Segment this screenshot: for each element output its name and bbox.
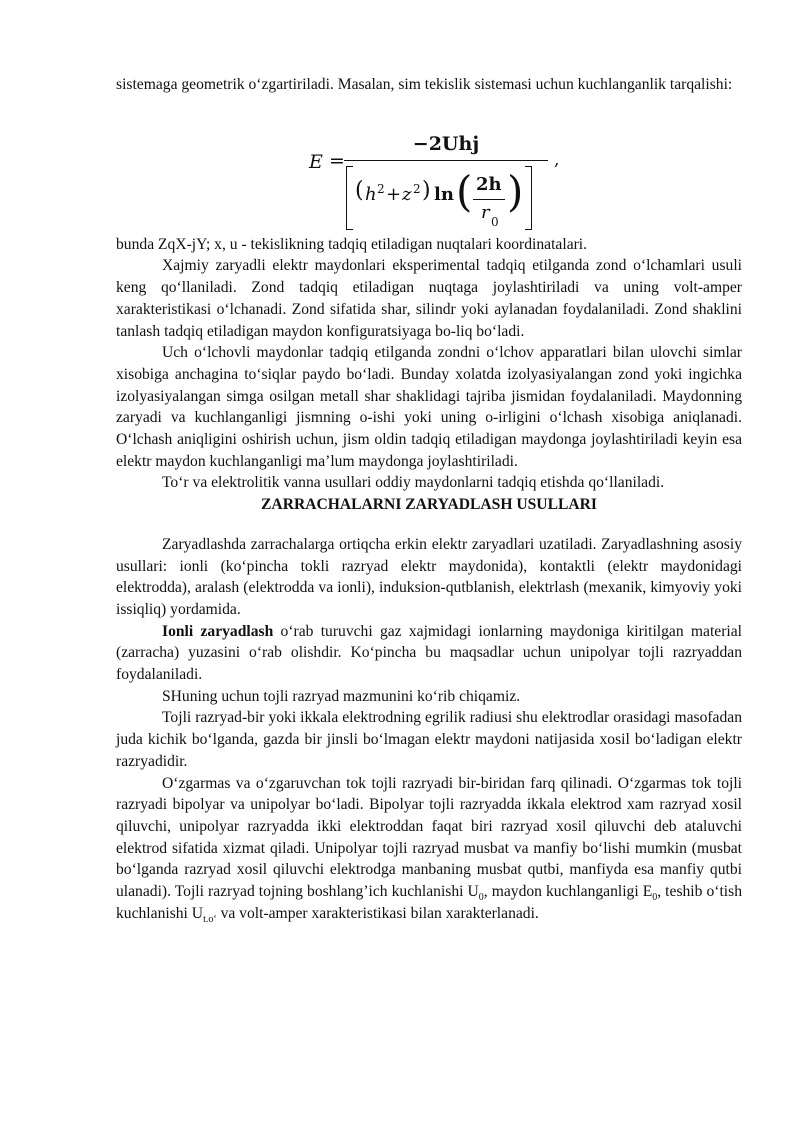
paragraph-7-text: o‘rab turuvchi gaz xajmidagi ionlarning maydoniga kiritilgan material (zarracha) yuzasini o‘rab olishdir. Ko‘pincha bu maqsadlar uchun unipolyar tojli razryaddan foydalaniladi.	[116, 622, 742, 684]
paragraph-5: To‘r va elektrolitik vanna usullari oddiy maydonlarni tadqiq etishda qo‘llaniladi.	[162, 474, 665, 492]
fraction-bar	[344, 160, 548, 161]
e0-subscript: 0	[652, 892, 658, 904]
formula-denominator	[344, 166, 548, 236]
section-heading: ZARRACHALARNI ZARYADLASH USULLARI	[261, 496, 597, 514]
formula-numerator: −2Uhj	[412, 132, 480, 155]
plus-sign: +	[386, 183, 402, 205]
ln-operator: ln	[434, 183, 454, 205]
var-h: h	[365, 183, 377, 205]
left-bracket	[346, 166, 353, 230]
paragraph-7	[116, 621, 742, 686]
left-paren: (	[355, 177, 364, 203]
paragraph-10-part-b: , maydon kuchlanganligi E	[483, 883, 653, 901]
right-bracket	[525, 166, 532, 230]
document-body	[116, 74, 742, 925]
uto-subscript: t.o‘	[203, 913, 217, 925]
paragraph-10-part-c: , teshib o‘tish kuchlanishi U	[116, 883, 742, 922]
h-exponent: 2	[377, 181, 385, 196]
paragraph-10-part-a: O‘zgarmas va o‘zgaruvchan tok tojli razryadi bir-biridan farq qilinadi. O‘zgarmas tok tojli razryadi bipolyar va unipolyar bo‘ladi. Bipolyar tojli razryadda ikkala elektrod xam razryad xosil qiluvchi, unipolyar razryadda ikki elektroddan faqat biri razryad xosil qiluvchi deb ataluvchi elektrod sifatida xizmat qiladi. Unipolyar tojli razryad musbat va manfiy bo‘lishi mumkin (musbat bo‘lganda razryad xosil qiluvchi elektrodga manbaning musbat qutbi, manfiyda esa manfiy qutbi ulanadi). Tojli razryad tojning boshlang’ich kuchlanishi U	[116, 774, 742, 901]
right-paren: )	[422, 177, 431, 203]
inner-fraction-bar	[473, 199, 505, 200]
paragraph-9: Tojli razryad-bir yoki ikkala elektrodning egrilik radiusi shu elektrodlar orasidagi masofadan juda kichik bo‘lganda, gazda bir jinsli bo‘lmagan elektr maydoni natijasida xosil bo‘ladigan elektr razryadidir.	[116, 709, 742, 770]
ln-right-paren: )	[507, 166, 524, 216]
field-strength-formula	[116, 96, 742, 234]
paragraph-2: bunda ZqX-jY; x, u - tekislikning tadqiq etiladigan nuqtalari koordinatalari.	[116, 235, 588, 253]
paragraph-6: Zaryadlashda zarrachalarga ortiqcha erkin elektr zaryadlari uzatiladi. Zaryadlashning asosiy usullari: ionli (ko‘pincha tokli razryad elektr maydonida), kontaktli (elektr maydonidagi elektrodda), aralash (elektrodda va ionli), induksion-qutblanish, elektrlash (mexanik, kimyoviy yoki issiqliq) yordamida.	[116, 535, 742, 618]
ln-left-paren: (	[456, 166, 473, 216]
formula-lhs: E	[309, 150, 323, 173]
r-subscript: 0	[491, 214, 499, 229]
var-z: z	[402, 183, 412, 205]
var-r: r	[481, 201, 490, 223]
paragraph-3: Xajmiy zaryadli elektr maydonlari eksperimental tadqiq etilganda zond o‘lchamlari usuli keng qo‘llaniladi. Zond tadqiq etiladigan nuqtaga joylashtiriladi va uning volt-amper xarakteristikasi o‘lchanadi. Zond sifatida shar, silindr yoki aylanadan foydalaniladi. Zond shaklini tanlash tadqiq etiladigan maydon konfiguratsiyaga bo-liq bo‘ladi.	[116, 257, 742, 340]
z-exponent: 2	[413, 181, 421, 196]
inner-numerator: 2h	[476, 173, 502, 195]
paragraph-4: Uch o‘lchovli maydonlar tadqiq etilganda zondni o‘lchov apparatlari bilan ulovchi simlar xisobiga anchagina to‘siqlar paydo bo‘ladi. Bunday xolatda izolyasiyalangan zond yoki ingichka izolyasiyalangan simga osilgan metall shar shaklidagi tajriba jismidan foydalaniladi. Maydonning zaryadi va kuchlanganligi jismning o-ishi yoki uning o-irligini o‘lchash xisobiga aniqlanadi. O‘lchash aniqligini oshirish uchun, jism oldin tadqiq etiladigan maydonga joylashtiriladi keyin esa elektr maydon kuchlanganligi ma’lum maydonga joylashtiriladi.	[116, 344, 742, 470]
paragraph-10	[116, 773, 742, 925]
paragraph-8: SHuning uchun tojli razryad mazmunini ko‘rib chiqamiz.	[162, 687, 521, 705]
u0-subscript: 0	[478, 892, 484, 904]
paragraph-1: sistemaga geometrik o‘zgartiriladi. Masalan, sim tekislik sistemasi uchun kuchlanganlik tarqalishi:	[116, 76, 733, 93]
paragraph-10-part-d: va volt-amper xarakteristikasi bilan xarakterlanadi.	[216, 904, 539, 922]
formula-comma: ,	[554, 149, 560, 170]
formula-equals: =	[329, 149, 345, 172]
term-ionli-zaryadlash: Ionli zaryadlash	[162, 622, 274, 640]
